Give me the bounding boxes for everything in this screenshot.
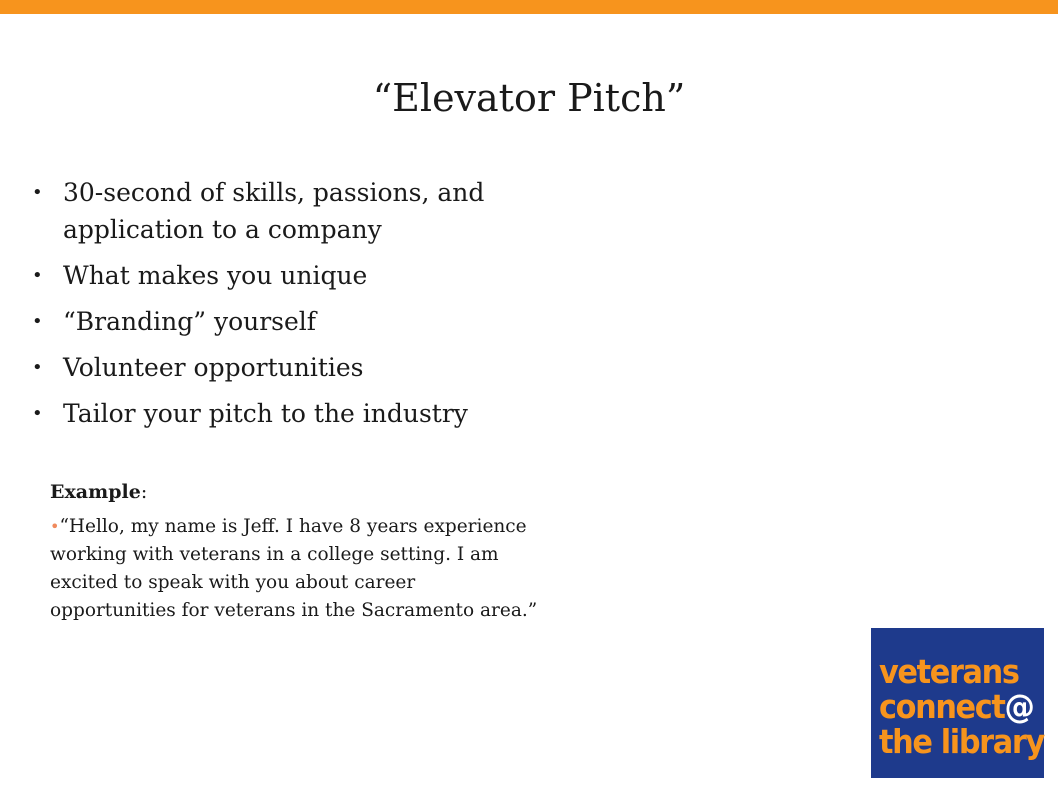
example-label	[50, 478, 147, 506]
bullet-item	[30, 174, 550, 248]
logo-line-veterans: veterans	[879, 652, 1019, 691]
bullet-text: 30-second of skills, passions, and application to a company	[63, 178, 485, 244]
example-label-text: Example	[50, 481, 141, 503]
bullet-item	[30, 349, 550, 386]
logo-line-the-library: the library	[879, 722, 1044, 761]
example-label-colon: :	[140, 481, 148, 503]
bullet-text: Tailor your pitch to the industry	[63, 399, 468, 428]
bullet-icon: •	[32, 265, 43, 286]
bullet-icon: •	[32, 403, 43, 424]
bullet-text: What makes you unique	[63, 261, 368, 290]
bullet-icon: •	[32, 182, 43, 203]
logo-connect-word: connect	[879, 687, 1005, 726]
example-bullet-icon: •	[50, 517, 60, 536]
top-accent-bar	[0, 0, 1058, 14]
example-text: “Hello, my name is Jeff. I have 8 years experience working with veterans in a college setting. I am excited to speak with you about career opportunities for veterans in the Sacramento area.”	[50, 516, 538, 621]
bullet-item	[30, 257, 550, 294]
bullet-item	[30, 395, 550, 432]
bullet-list	[30, 174, 550, 441]
veterans-connect-logo	[871, 628, 1044, 778]
bullet-text: “Branding” yourself	[63, 307, 317, 336]
slide-title: “Elevator Pitch”	[372, 76, 686, 120]
example-text-block	[50, 513, 540, 625]
bullet-icon: •	[32, 357, 43, 378]
bullet-text: Volunteer opportunities	[63, 353, 364, 382]
logo-at-symbol: @	[1004, 687, 1034, 726]
bullet-item	[30, 303, 550, 340]
bullet-icon: •	[32, 311, 43, 332]
logo-line-connect	[879, 687, 1034, 726]
